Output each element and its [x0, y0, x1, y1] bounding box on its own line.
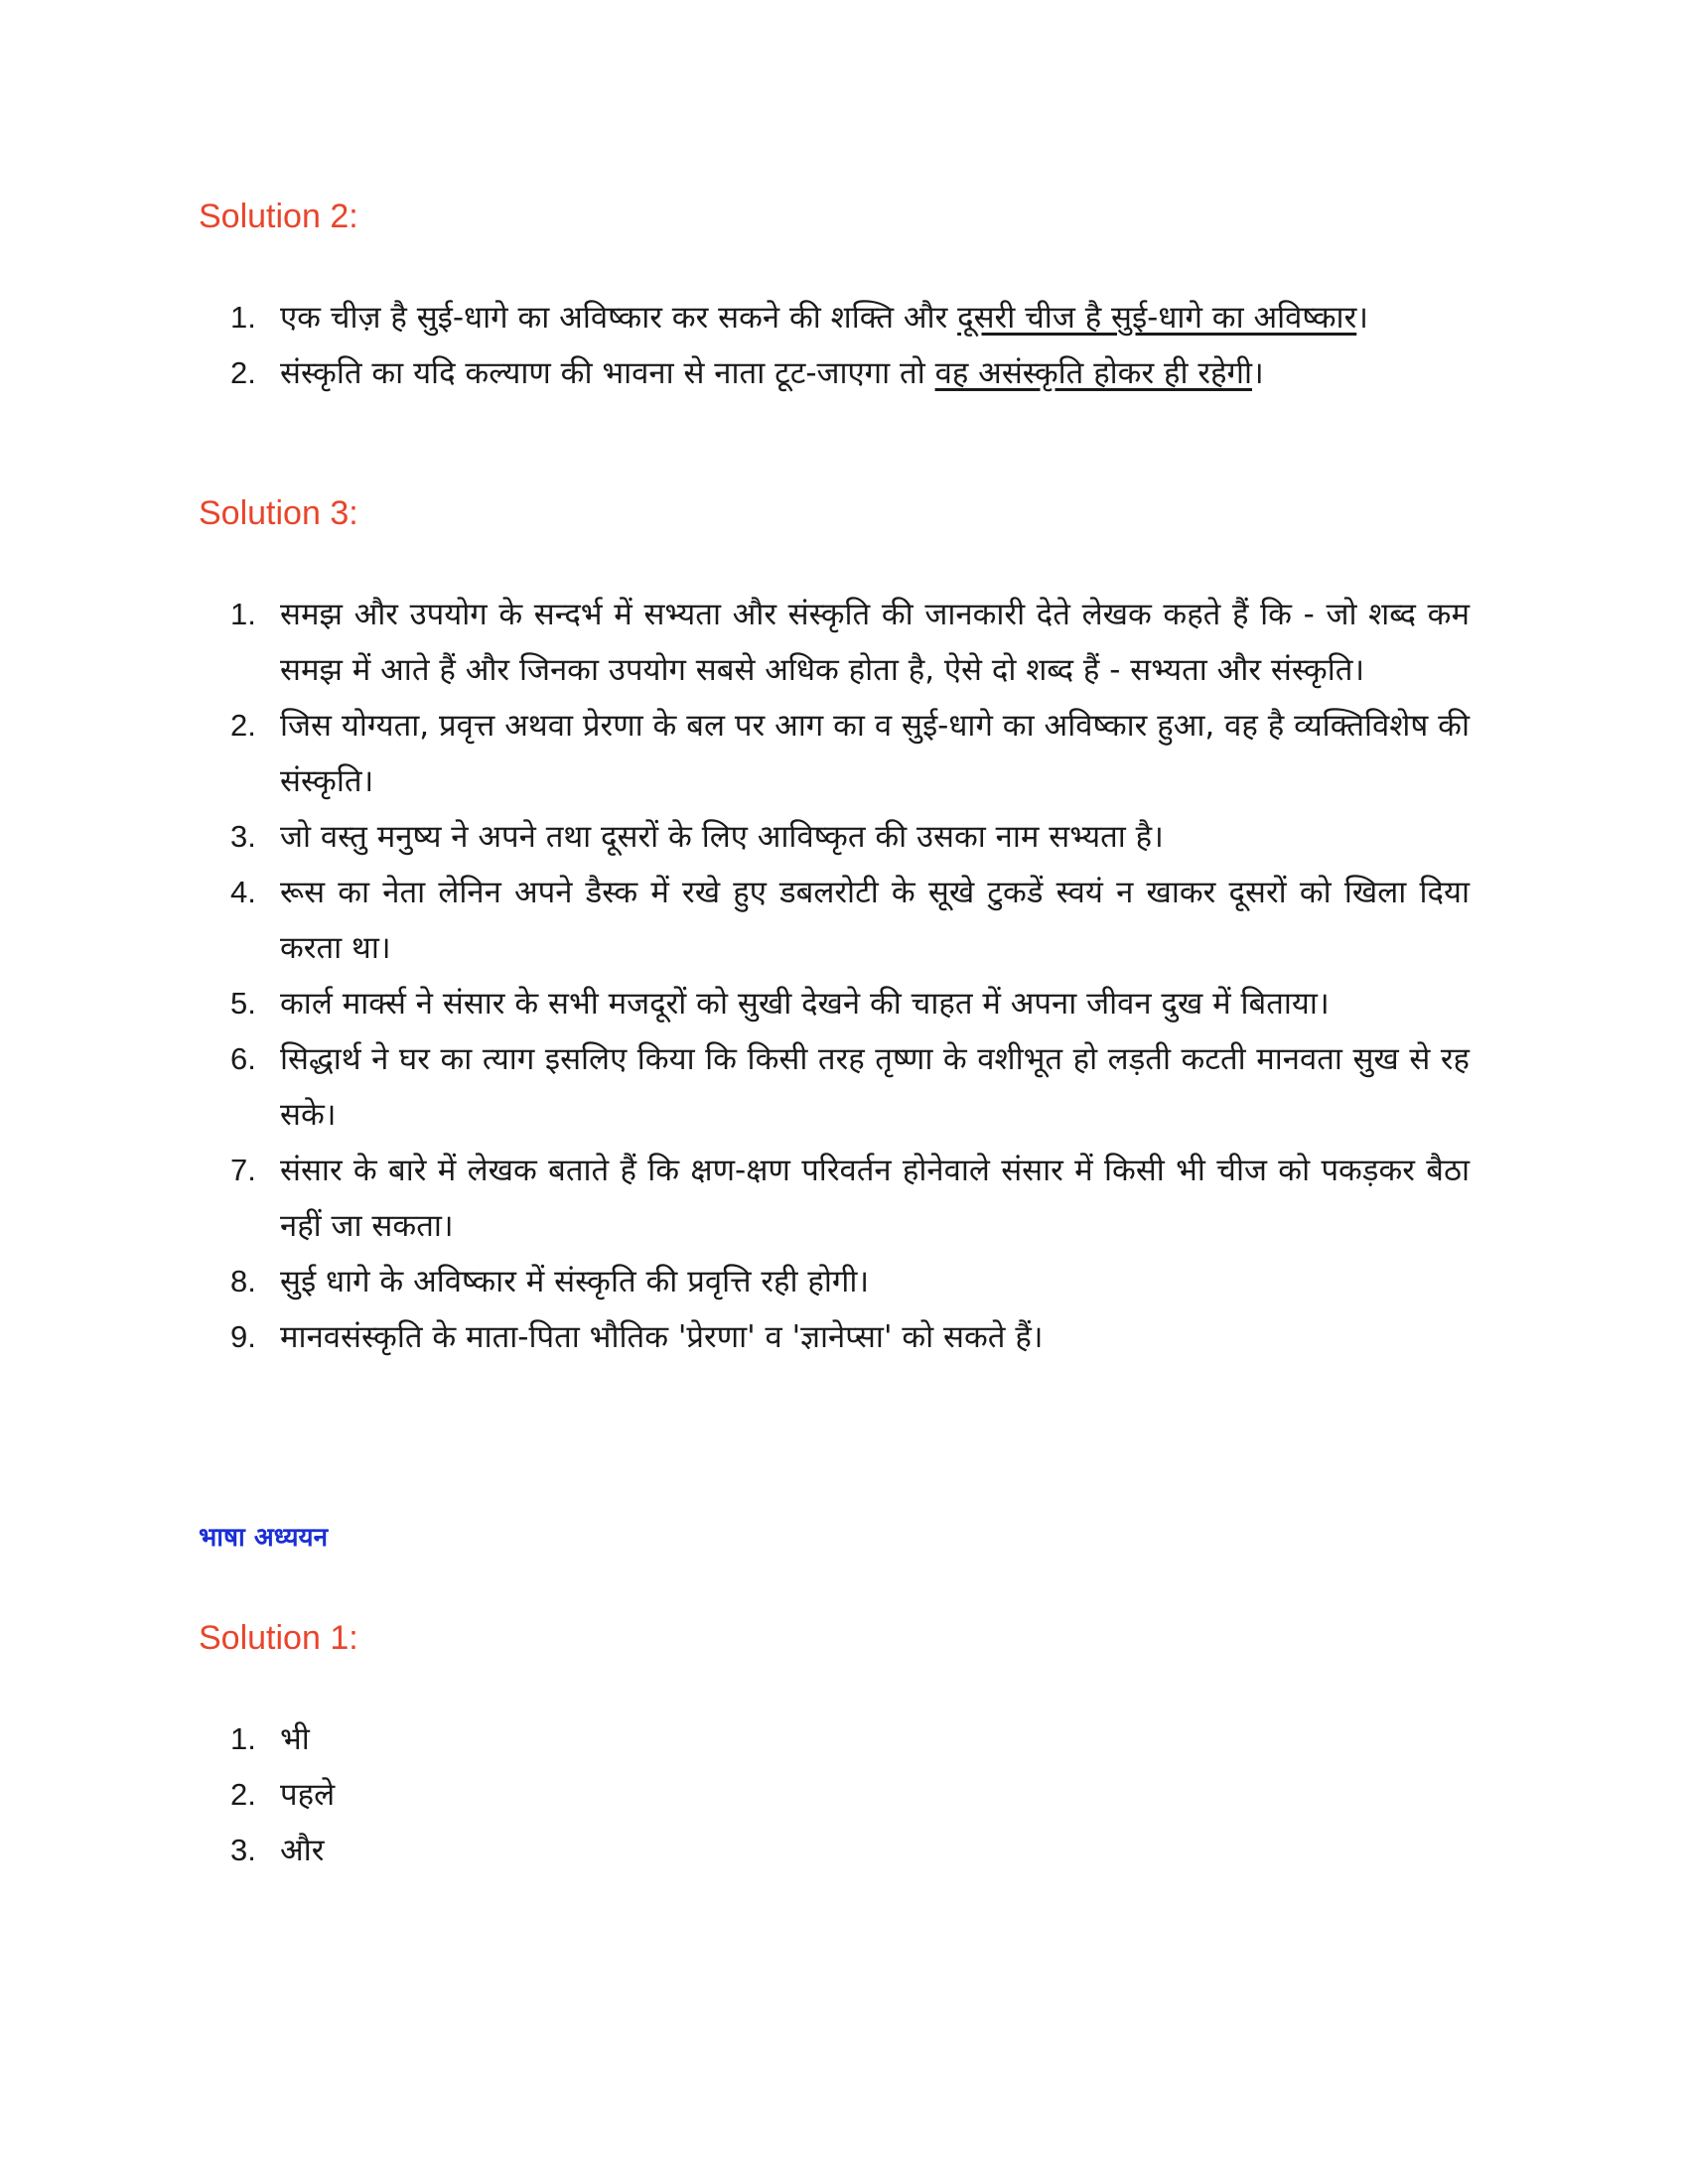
item-text: भी [280, 1721, 310, 1757]
item-number: 9. [230, 1319, 256, 1354]
list-item [0, 976, 1470, 1031]
item-number: 1. [230, 1721, 256, 1756]
item-text: और [280, 1833, 325, 1868]
item-text-underlined: वह असंस्कृति होकर ही रहेगी [934, 355, 1252, 391]
list-item [0, 698, 1470, 809]
list-item [0, 1823, 1380, 1878]
item-number: 5. [230, 986, 256, 1021]
list-item [0, 1309, 1470, 1365]
item-text [280, 345, 1380, 401]
item-number: 6. [230, 1041, 256, 1076]
item-text: मानवसंस्कृति के माता-पिता भौतिक 'प्रेरणा' व 'ज्ञानेप्सा' को सकते हैं। [280, 1319, 1044, 1355]
item-text: कार्ल मार्क्स ने संसार के सभी मजदूरों को सुखी देखने की चाहत में अपना जीवन दुख में बिताया। [280, 986, 1330, 1022]
item-number: 2. [230, 1777, 256, 1812]
item-text [280, 290, 1380, 345]
item-number: 2. [230, 708, 256, 743]
item-text: सिद्धार्थ ने घर का त्याग इसलिए किया कि किसी तरह तृष्णा के वशीभूत हो लड़ती कटती मानवता सुख से रह सके। [280, 1041, 1470, 1133]
item-text: सुई धागे के अविष्कार में संस्कृति की प्रवृत्ति रही होगी। [280, 1264, 870, 1299]
list-item [0, 865, 1470, 976]
item-text: समझ और उपयोग के सन्दर्भ में सभ्यता और संस्कृति की जानकारी देते लेखक कहते हैं कि - जो शब्द कम समझ में आते हैं और जिनका उपयोग सबसे अधिक होता है, ऐसे दो शब्द हैं - सभ्यता और संस्कृति। [280, 597, 1470, 688]
solution-1-heading: Solution 1: [199, 1619, 358, 1657]
bhasha-adhyayan-heading: भाषा अध्ययन [199, 1523, 329, 1553]
list-item [0, 345, 1380, 401]
item-number: 3. [230, 819, 256, 854]
list-item [0, 1031, 1470, 1143]
item-number: 4. [230, 875, 256, 909]
item-text-underlined: दूसरी चीज है सुई-धागे का अविष्कार [957, 300, 1357, 336]
item-text: पहले [280, 1777, 336, 1813]
list-item [0, 809, 1470, 865]
item-number: 3. [230, 1833, 256, 1867]
item-number: 1. [230, 597, 256, 631]
item-text: जो वस्तु मनुष्य ने अपने तथा दूसरों के लिए आविष्कृत की उसका नाम सभ्यता है। [280, 819, 1164, 855]
list-item [0, 290, 1380, 345]
list-item [0, 1767, 1380, 1823]
solution-3-heading: Solution 3: [199, 494, 358, 532]
item-number: 7. [230, 1153, 256, 1187]
item-text-plain: एक चीज़ है सुई-धागे का अविष्कार कर सकने की शक्ति और [280, 300, 958, 336]
item-text-end: । [1252, 355, 1264, 391]
item-text-end: । [1356, 300, 1368, 336]
item-text-plain: संस्कृति का यदि कल्याण की भावना से नाता टूट-जाएगा तो [280, 355, 935, 391]
list-item [0, 1254, 1470, 1309]
solution-1-list [0, 1711, 1380, 1878]
solution-2-list [0, 290, 1380, 401]
item-number: 2. [230, 355, 256, 390]
list-item [0, 1143, 1470, 1254]
item-text: रूस का नेता लेनिन अपने डैस्क में रखे हुए डबलरोटी के सूखे टुकडें स्वयं न खाकर दूसरों को खिला दिया करता था। [280, 875, 1470, 966]
item-text: संसार के बारे में लेखक बताते हैं कि क्षण-क्षण परिवर्तन होनेवाले संसार में किसी भी चीज को पकड़कर बैठा नहीं जा सकता। [280, 1153, 1470, 1244]
solution-3-list [0, 587, 1470, 1365]
list-item [0, 587, 1470, 698]
item-number: 8. [230, 1264, 256, 1298]
solution-2-heading: Solution 2: [199, 198, 358, 235]
list-item [0, 1711, 1380, 1767]
item-text: जिस योग्यता, प्रवृत्त अथवा प्रेरणा के बल पर आग का व सुई-धागे का अविष्कार हुआ, वह है व्यक्तिविशेष की संस्कृति। [280, 708, 1470, 799]
item-number: 1. [230, 300, 256, 335]
